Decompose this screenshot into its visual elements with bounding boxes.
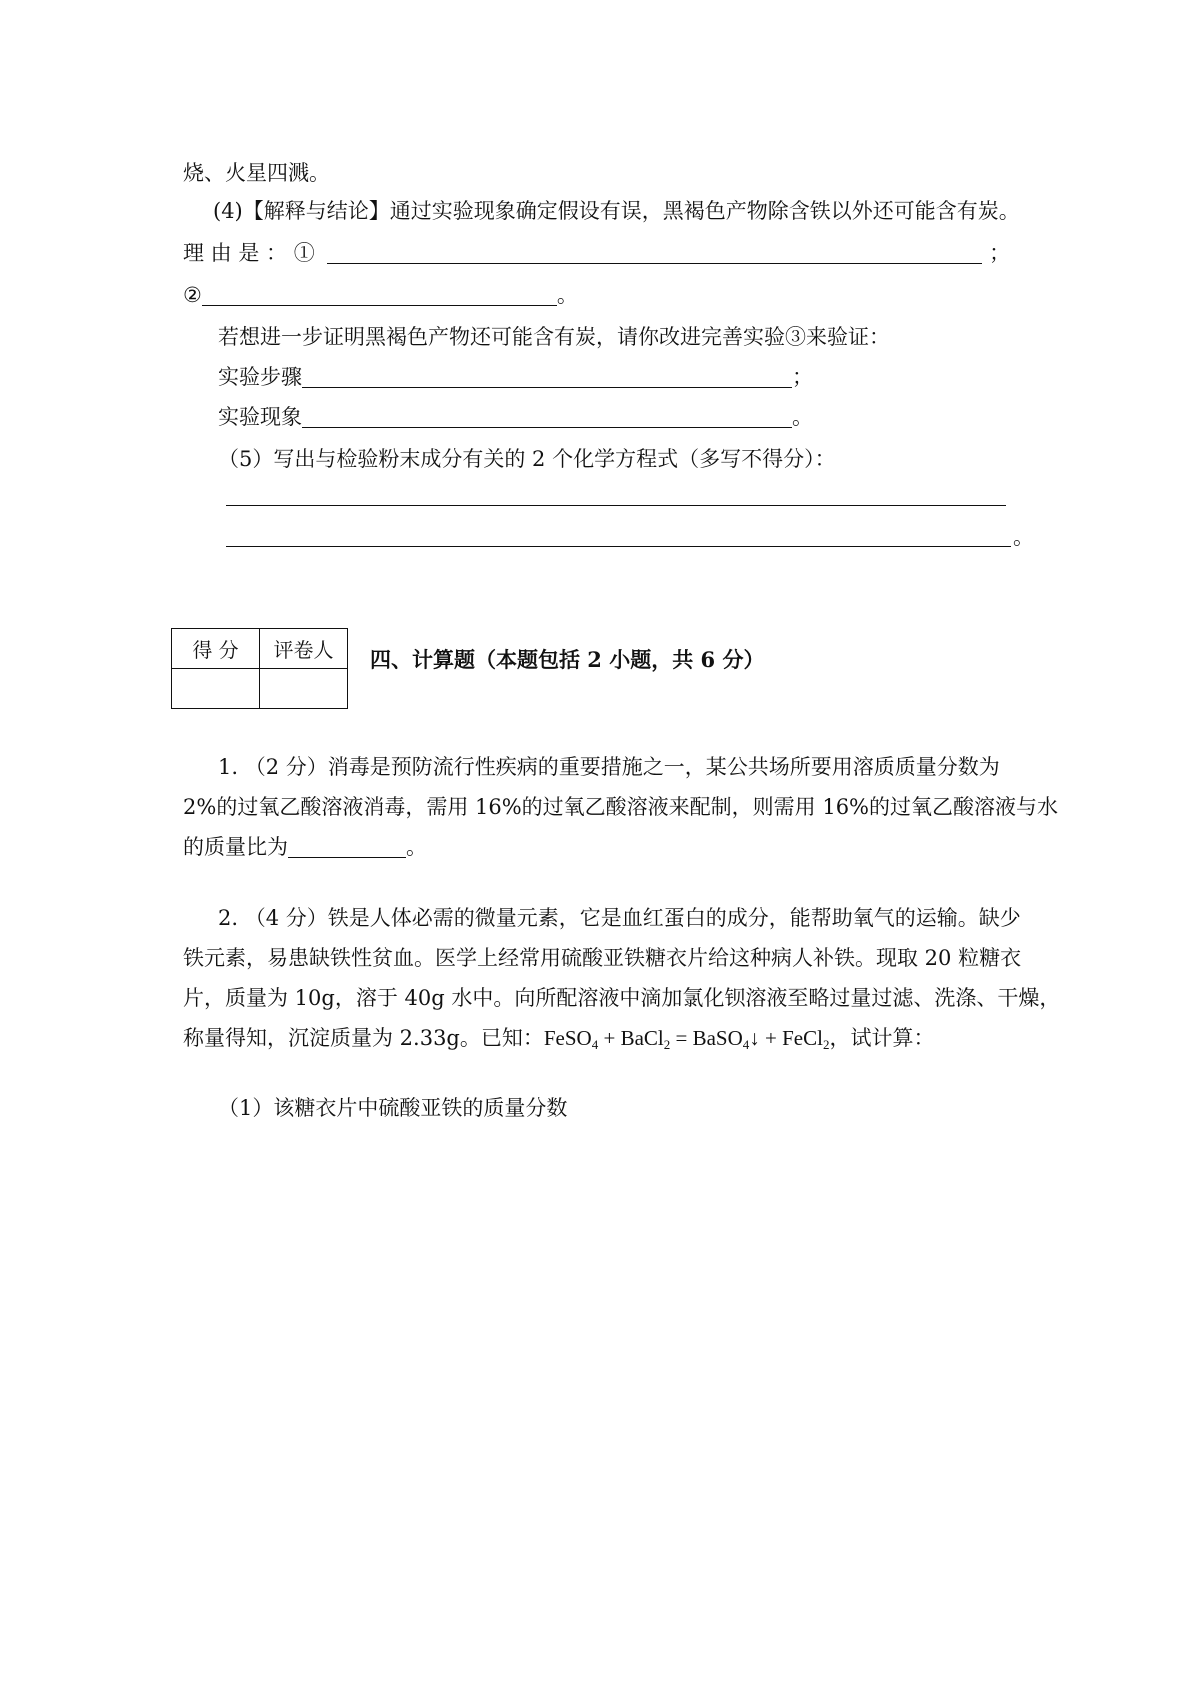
phenomenon-blank[interactable]: [302, 405, 792, 428]
step-line: [218, 362, 813, 392]
reason-line-2: [183, 280, 578, 310]
reason-label: 理 由 是 ： ①: [183, 241, 315, 265]
phenomenon-label: 实验现象: [218, 405, 302, 429]
q2-line-3: 片，质量为 10g，溶于 40g 水中。向所配溶液中滴加氯化钡溶液至略过量过滤、洗涤、干燥，: [183, 986, 1061, 1010]
exp-line-conclusion: (4)【解释与结论】通过实验现象确定假设有误，黑褐色产物除含铁以外还可能含有炭。: [213, 199, 1020, 223]
q1-line-1: 1. （2 分）消毒是预防流行性疾病的重要措施之一，某公共场所要用溶质质量分数为: [218, 755, 1000, 779]
score-table: [171, 628, 348, 709]
reason-2-blank[interactable]: [202, 283, 557, 306]
q1-period: 。: [406, 835, 427, 859]
score-header: 得 分: [172, 629, 260, 669]
q1-ratio-blank[interactable]: [288, 835, 406, 858]
step-semicolon: ；: [792, 365, 813, 389]
grader-cell[interactable]: [260, 669, 348, 709]
phenomenon-line: [218, 402, 813, 432]
q2-line-4: [183, 1023, 934, 1060]
step-label: 实验步骤: [218, 365, 302, 389]
further-proof-text: 若想进一步证明黑褐色产物还可能含有炭，请你改进完善实验③来验证：: [218, 325, 890, 349]
reason-line-1: [183, 238, 1010, 268]
equation-period: 。: [1013, 525, 1034, 549]
equation-blank-2[interactable]: [226, 546, 1011, 547]
section-title: 四、计算题（本题包括 2 小题，共 6 分）: [370, 647, 765, 672]
q2-line-4-prefix: 称量得知，沉淀质量为 2.33g。已知：: [183, 1026, 544, 1050]
grader-header: 评卷人: [260, 629, 348, 669]
reason-1-semicolon: ；: [989, 241, 1011, 265]
reason-2-period: 。: [556, 283, 578, 307]
q1-ratio-label: 的质量比为: [183, 835, 288, 859]
q1-line-3: [183, 832, 427, 862]
q2-line-2: 铁元素，易患缺铁性贫血。医学上经常用硫酸亚铁糖衣片给这种病人补铁。现取 20 粒糖衣: [183, 946, 1022, 970]
q2-line-4-suffix: ，试计算：: [829, 1026, 935, 1050]
q2-subquestion-1: （1）该糖衣片中硫酸亚铁的质量分数: [218, 1096, 568, 1120]
chemical-equation: FeSO$_4$ + BaCl$_2$ = BaSO$_4$↓ + FeCl$_2$: [543, 1026, 830, 1052]
exp-line-1: 烧、火星四溅。: [183, 161, 330, 185]
step-blank[interactable]: [302, 365, 792, 388]
q2-line-1: 2. （4 分）铁是人体必需的微量元素，它是血红蛋白的成分，能帮助氧气的运输。缺少: [218, 906, 1021, 930]
q1-line-2: 2%的过氧乙酸溶液消毒，需用 16%的过氧乙酸溶液来配制，则需用 16%的过氧乙酸溶液与水: [183, 795, 1059, 819]
reason-1-blank[interactable]: [327, 241, 982, 264]
score-cell[interactable]: [172, 669, 260, 709]
circle-2: ②: [183, 283, 202, 307]
phenomenon-period: 。: [792, 405, 813, 429]
q5-prompt: （5）写出与检验粉末成分有关的 2 个化学方程式（多写不得分）：: [218, 447, 836, 471]
equation-blank-1[interactable]: [226, 505, 1006, 506]
